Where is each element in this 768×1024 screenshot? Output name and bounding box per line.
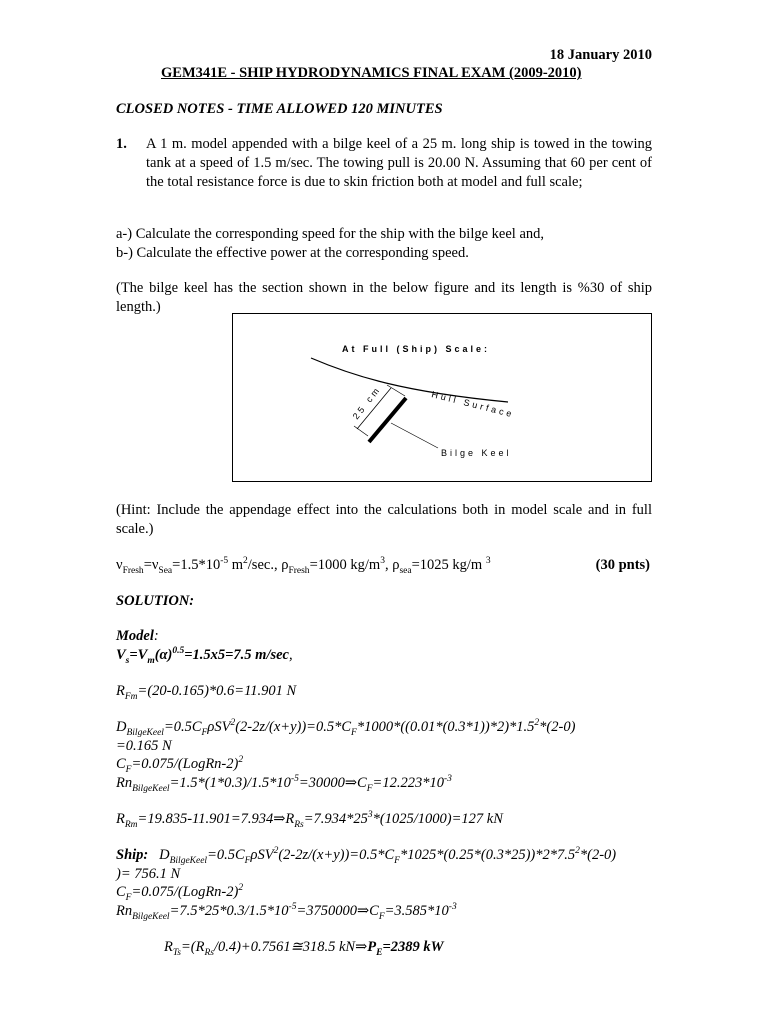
solution-line-dbilge-ship: Ship: $D_{BilgeKeel}=0.5C_F\rho SV^2(2-2z/(x+y))=0.5*C_F*1025*(0.25*(0.3*25))*2*7.5^2*(2-0)$ — [116, 846, 617, 866]
solution-line-dbilge-result: =0.165 N — [116, 738, 172, 754]
bilge-keel-diagram — [233, 314, 653, 483]
constants-line: $\nu_{Fresh}=\nu_{Sea}=1.5*10^{-5}$ $m^2/\sec$., $\rho_{Fresh}=1000$ $kg/m^3$, $\rho_{sea}=1025$ kg/m $^3$ — [116, 556, 491, 576]
solution-line-dbilge-model: $D_{BilgeKeel}=0.5C_F\rho SV^2(2-2z/(x+y))=0.5*C_F*1000*((0.01*(0.3*1))*2)*1.5^2*(2-0)$ — [116, 718, 576, 738]
model-label: Model: — [116, 628, 159, 644]
exam-title: GEM341E - SHIP HYDRODYNAMICS FINAL EXAM (2009-2010) — [161, 65, 582, 81]
bilge-keel-figure — [232, 313, 652, 482]
part-b: b-) Calculate the effective power at the corresponding speed. — [116, 245, 469, 261]
solution-line-final: $R_{Ts}=(R_{Rs}/0.4)+0.7561≅318.5$ $kN\Rightarrow P_E=2389$ kW — [164, 939, 444, 958]
figure-note: (The bilge keel has the section shown in the below figure and its length is %30 of ship length.) — [116, 280, 652, 315]
part-a: a-) Calculate the corresponding speed for the ship with the bilge keel and, — [116, 226, 545, 242]
hull-surface-line — [311, 358, 508, 402]
dimension-tick-bottom — [354, 426, 368, 436]
solution-line-rn-model: $Rn_{BilgeKeel}=1.5*(1*0.3)/1.5*10^{-5}=30000\Rightarrow C_F=12.223*10^{-3}$ — [116, 774, 452, 794]
exam-date: 18 January 2010 — [549, 47, 652, 63]
bilge-keel-line — [369, 398, 406, 442]
keel-leader-line — [391, 423, 438, 448]
hint: (Hint: Include the appendage effect into the calculations both in model scale and in full scale.) — [116, 502, 652, 537]
points: (30 pnts) — [595, 557, 650, 573]
solution-line-dbilge-ship-result: )= 756.1 N — [116, 866, 181, 882]
solution-line-cf-ship: $C_F=0.075/(LogRn-2)^2$ — [116, 883, 244, 903]
solution-heading: SOLUTION: — [116, 593, 195, 609]
question-number: 1. — [116, 136, 127, 152]
const-nu: ν — [116, 557, 123, 573]
instructions: CLOSED NOTES - TIME ALLOWED 120 MINUTES — [116, 101, 443, 117]
question-text: A 1 m. model appended with a bilge keel of a 25 m. long ship is towed in the towing tank at a speed of 1.5 m/sec. The towing pull is 20.00 N. Assuming that 60 per cent of the total resistance force is due to skin friction both at model and full scale; — [146, 136, 652, 190]
solution-line-cf-model: $C_F=0.075/(LogRn-2)^2$ — [116, 755, 244, 775]
figure-title: At Full (Ship) Scale: — [342, 344, 491, 354]
bilge-keel-label: Bilge Keel — [441, 448, 512, 458]
solution-line-rfm: $R_{Fm}=(20-0.165)*0.6=11.901$ N — [116, 683, 297, 702]
solution-line-rrm: $R_{Rm}=19.835-11.901=7.934\Rightarrow R_{Rs}=7.934*25^3*(1025/1000)=127$ kN — [116, 810, 503, 830]
hull-surface-label: Hull Surface — [430, 389, 516, 420]
solution-line-rn-ship: $Rn_{BilgeKeel}=7.5*25*0.3/1.5*10^{-5}=3750000\Rightarrow C_F=3.585*10^{-3}$ — [116, 902, 457, 922]
solution-line-speed: $V_s=V_m(\alpha)^{0.5}=1.5x5=7.5$ m/sec, — [116, 646, 293, 666]
dimension-label: 25 cm — [350, 383, 383, 422]
ship-label: Ship: — [116, 847, 149, 863]
